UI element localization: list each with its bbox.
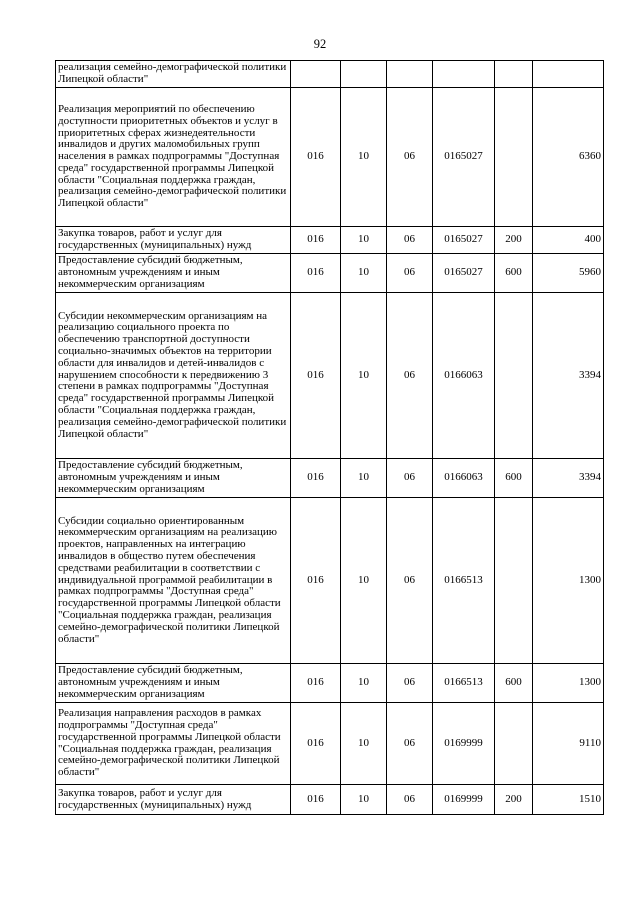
section-code: 10 — [341, 498, 387, 664]
subsection-code — [387, 61, 433, 88]
amount: 1510 — [533, 785, 604, 815]
expense-name: Предоставление субсидий бюджетным, автономным учреждениям и иным некоммерческим организациям — [56, 664, 291, 703]
expense-type-code — [495, 703, 533, 785]
expense-type-code: 600 — [495, 459, 533, 498]
target-code: 0165027 — [433, 88, 495, 227]
expense-name: Реализация мероприятий по обеспечению доступности приоритетных объектов и услуг в приоритетных сферах жизнедеятельности инвалидов и других маломобильных групп населения в рамках подпрограммы "Доступная среда" государственной программы Липецкой области "Социальная поддержка граждан, реализация семейно-демографической политики Липецкой области" — [56, 88, 291, 227]
expense-name: Закупка товаров, работ и услуг для государственных (муниципальных) нужд — [56, 227, 291, 254]
expense-name: реализация семейно-демографической политики Липецкой области" — [56, 61, 291, 88]
ministry-code: 016 — [291, 703, 341, 785]
section-code: 10 — [341, 254, 387, 293]
table-body — [56, 61, 604, 815]
target-code: 0165027 — [433, 227, 495, 254]
ministry-code: 016 — [291, 88, 341, 227]
expense-type-code: 600 — [495, 664, 533, 703]
section-code: 10 — [341, 459, 387, 498]
amount: 9110 — [533, 703, 604, 785]
expense-type-code: 200 — [495, 785, 533, 815]
target-code: 0166513 — [433, 498, 495, 664]
ministry-code: 016 — [291, 498, 341, 664]
section-code — [341, 61, 387, 88]
ministry-code: 016 — [291, 227, 341, 254]
table-row — [56, 227, 604, 254]
target-code: 0166063 — [433, 459, 495, 498]
section-code: 10 — [341, 227, 387, 254]
expense-name: Закупка товаров, работ и услуг для государственных (муниципальных) нужд — [56, 785, 291, 815]
target-code: 0165027 — [433, 254, 495, 293]
amount — [533, 61, 604, 88]
amount: 5960 — [533, 254, 604, 293]
expense-type-code — [495, 498, 533, 664]
subsection-code: 06 — [387, 88, 433, 227]
subsection-code: 06 — [387, 664, 433, 703]
expense-type-code: 200 — [495, 227, 533, 254]
expense-type-code — [495, 61, 533, 88]
section-code: 10 — [341, 293, 387, 459]
ministry-code: 016 — [291, 785, 341, 815]
section-code: 10 — [341, 88, 387, 227]
subsection-code: 06 — [387, 703, 433, 785]
target-code: 0166063 — [433, 293, 495, 459]
amount: 3394 — [533, 293, 604, 459]
table-row — [56, 664, 604, 703]
subsection-code: 06 — [387, 498, 433, 664]
target-code: 0169999 — [433, 785, 495, 815]
section-code: 10 — [341, 664, 387, 703]
target-code: 0166513 — [433, 664, 495, 703]
subsection-code: 06 — [387, 785, 433, 815]
table-row — [56, 703, 604, 785]
table-row — [56, 61, 604, 88]
table-row — [56, 88, 604, 227]
target-code: 0169999 — [433, 703, 495, 785]
ministry-code: 016 — [291, 664, 341, 703]
ministry-code: 016 — [291, 293, 341, 459]
expense-type-code — [495, 293, 533, 459]
table-row — [56, 785, 604, 815]
table-row — [56, 254, 604, 293]
expense-name: Реализация направления расходов в рамках подпрограммы "Доступная среда" государственной программы Липецкой области "Социальная поддержка граждан, реализация семейно-демографической политики Липецкой области" — [56, 703, 291, 785]
expense-name: Субсидии социально ориентированным некоммерческим организациям на реализацию проектов, направленных на интеграцию инвалидов в общество путем обеспечения средствами реабилитации в соответствии с индивидуальной программой реабилитации в рамках подпрограммы "Доступная среда" государственной программы Липецкой области "Социальная поддержка граждан, реализация семейно-демографической политики Липецкой области" — [56, 498, 291, 664]
subsection-code: 06 — [387, 459, 433, 498]
table-row — [56, 293, 604, 459]
table-row — [56, 498, 604, 664]
amount: 1300 — [533, 498, 604, 664]
page-number: 92 — [313, 37, 327, 51]
amount: 3394 — [533, 459, 604, 498]
expense-type-code — [495, 88, 533, 227]
expense-name: Предоставление субсидий бюджетным, автономным учреждениям и иным некоммерческим организациям — [56, 459, 291, 498]
ministry-code — [291, 61, 341, 88]
section-code: 10 — [341, 785, 387, 815]
ministry-code: 016 — [291, 254, 341, 293]
expense-name: Предоставление субсидий бюджетным, автономным учреждениям и иным некоммерческим организациям — [56, 254, 291, 293]
subsection-code: 06 — [387, 227, 433, 254]
target-code — [433, 61, 495, 88]
budget-table — [55, 60, 604, 815]
expense-type-code: 600 — [495, 254, 533, 293]
ministry-code: 016 — [291, 459, 341, 498]
subsection-code: 06 — [387, 293, 433, 459]
expense-name: Субсидии некоммерческим организациям на реализацию социального проекта по обеспечению транспортной доступности социально-значимых объектов на территории области для инвалидов и детей-инвалидов с нарушением способности к передвижению 3 степени в рамках подпрограммы "Доступная среда" государственной программы Липецкой области "Социальная поддержка граждан, реализация семейно-демографической политики Липецкой области" — [56, 293, 291, 459]
amount: 1300 — [533, 664, 604, 703]
subsection-code: 06 — [387, 254, 433, 293]
amount: 400 — [533, 227, 604, 254]
amount: 6360 — [533, 88, 604, 227]
table-row — [56, 459, 604, 498]
section-code: 10 — [341, 703, 387, 785]
